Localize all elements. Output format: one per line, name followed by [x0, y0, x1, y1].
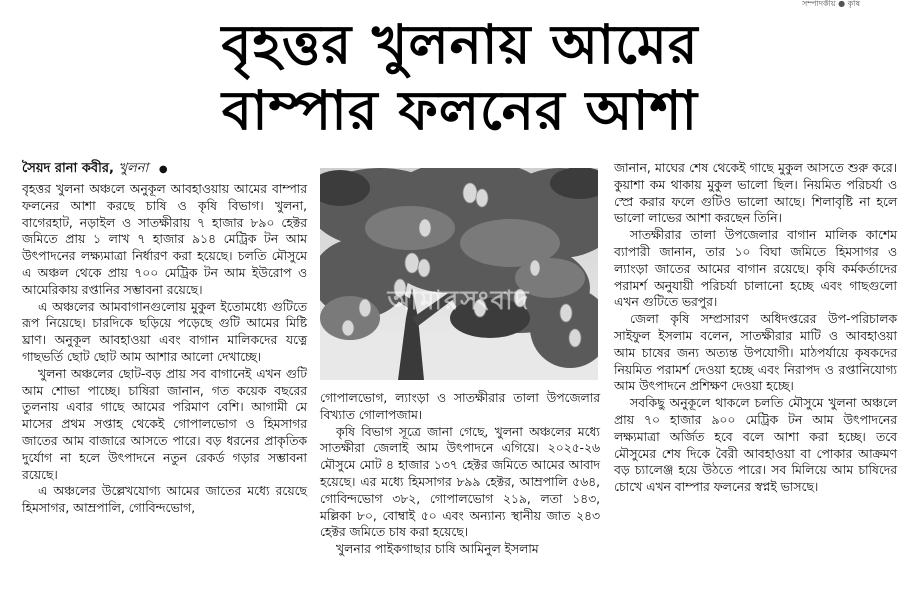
- paragraph: এ অঞ্চলের আমবাগানগুলোয় মুকুল ইতোমধ্যে গুটিতে রূপ নিয়েছে। চারদিকে ছড়িয়ে পড়েছে গুটি আমের মিষ্টি ঘ্রাণ। অনুকূল আবহাওয়া এবং বাগান মালিকদের যত্নে গাছভর্তি ছোট ছোট আম আশার আলো দেখাচ্ছে।: [22, 299, 307, 364]
- article-column-2: [320, 390, 600, 558]
- photo-watermark: আমারসংবাদ: [387, 286, 531, 316]
- paragraph: খুলনার পাইকগাছার চাষি আমিনুল ইসলাম: [336, 542, 539, 557]
- paragraph: বৃহত্তর খুলনা অঞ্চলে অনুকূল আবহাওয়ায় আমের বাম্পার ফলনের আশা করছে চাষি ও কৃষি বিভাগ। খুলনা, বাগেরহাট, নড়াইল ও সাতক্ষীরায় ৭ হাজার ৮৯০ হেক্টর জমিতে প্রায় ১ লাখ ৭ হাজার ৯১৪ মেট্রিক টন আম উৎপাদনের লক্ষ্যমাত্রা নির্ধারণ করা হয়েছে। চলতি মৌসুমে এ অঞ্চল থেকে প্রায় ৭০০ মেট্রিক টন আম ইউরোপ ও আমেরিকায় রপ্তানির সম্ভাবনা রয়েছে।: [22, 182, 307, 297]
- paragraph: গোপালভোগ, ল্যাংড়া ও সাতক্ষীরার তালা উপজেলার বিখ্যাত গোলাপজাম।: [320, 391, 600, 422]
- headline-line-2: বাম্পার ফলনের আশা: [221, 79, 699, 142]
- byline-author: সৈয়দ রানা কবীর,: [22, 161, 114, 176]
- mango-tree-photo: [320, 168, 598, 380]
- paragraph: সাতক্ষীরার তালা উপজেলার বাগান মালিক কাশেম ব্যাপারী জানান, তার ১০ বিঘা জমিতে হিমসাগর ও ল্যাংড়া জাতের আমের বাগান রয়েছে। কৃষি কর্মকর্তাদের পরামর্শ অনুযায়ী পরিচর্যা চালানো হচ্ছে এবং গাছগুলো এখন গুটিতে ভরপুর।: [614, 228, 897, 310]
- headline: [100, 12, 820, 144]
- byline-dot-icon: ●: [158, 164, 168, 175]
- paragraph: এ অঞ্চলের উল্লেখযোগ্য আমের জাতের মধ্যে রয়েছে হিমসাগর, আম্রপালি, গোবিন্দভোগ,: [22, 484, 307, 516]
- paragraph: কৃষি বিভাগ সূত্রে জানা গেছে, খুলনা অঞ্চলের মধ্যে সাতক্ষীরা জেলাই আম উৎপাদনে এগিয়ে। ২০২৫-২৬ মৌসুমে মোট ৪ হাজার ১৩৭ হেক্টর জমিতে আমের আবাদ হয়েছে। এর মধ্যে হিমসাগর ৮৯৯ হেক্টর, আম্রপালি ৫৬৪, গোবিন্দভোগ ৩৮২, গোপালভোগ ২১৯, লতা ১৪৩, মল্লিকা ৮০, বোম্বাই ৫০ এবং অন্যান্য স্থানীয় জাত ২৪৩ হেক্টর জমিতে চাষ করা হয়েছে।: [320, 424, 600, 540]
- headline-line-1: বৃহত্তর খুলনায় আমের: [221, 13, 699, 76]
- article-column-3: [614, 160, 897, 496]
- byline-location: খুলনা: [118, 161, 149, 176]
- paragraph: সবকিছু অনুকূলে থাকলে চলতি মৌসুমে খুলনা অঞ্চলে প্রায় ৭০ হাজার ৯০০ মেট্রিক টন আম উৎপাদনের লক্ষ্যমাত্রা অর্জিত হবে বলে আশা করা হচ্ছে। তবে মৌসুমের শেষ দিকে বৈরী আবহাওয়া বা পোকার আক্রমণ বড় চ্যালেঞ্জ হয়ে উঠতে পারে। সব মিলিয়ে আম চাষিদের চোখে এখন বাম্পার ফলনের স্বপ্নই ভাসছে।: [614, 396, 897, 495]
- top-strip-text: সম্পাদকীয় ● কৃষি: [801, 0, 860, 8]
- paragraph: জানান, মাঘের শেষ থেকেই গাছে মুকুল আসতে শুরু করে। কুয়াশা কম থাকায় মুকুল ভালো ছিল। নিয়মিত পরিচর্যা ও স্প্রে করার ফলে গুটিও ভালো আছে। শিলাবৃষ্টি না হলে ভালো লাভের আশা করছেন তিনি।: [614, 161, 897, 226]
- paragraph: খুলনা অঞ্চলের ছোট-বড় প্রায় সব বাগানেই এখন গুটি আম শোভা পাচ্ছে। চাষিরা জানান, গত কয়েক বছরের তুলনায় এবার গাছে আমের পরিমাণ বেশি। আগামী মে মাসের প্রথম সপ্তাহ থেকেই গোপালভোগ ও হিমসাগর জাতের আম বাজারে আসতে পারে। বড় ধরনের প্রাকৃতিক দুর্যোগ না হলে উৎপাদনে নতুন রেকর্ড গড়ার সম্ভাবনা রয়েছে।: [22, 366, 307, 482]
- paragraph: জেলা কৃষি সম্প্রসারণ অধিদপ্তরের উপ-পরিচালক সাইফুল ইসলাম বলেন, সাতক্ষীরার মাটি ও আবহাওয়া আম চাষের জন্য অত্যন্ত উপযোগী। মাঠপর্যায়ে কৃষকদের নিয়মিত পরামর্শ দেওয়া হচ্ছে এবং নিরাপদ ও রপ্তানিযোগ্য আম উৎপাদনে প্রশিক্ষণ দেওয়া হচ্ছে।: [614, 312, 897, 394]
- article-column-1: [22, 160, 307, 517]
- top-strip: [0, 0, 920, 8]
- byline: [22, 160, 307, 179]
- mango-tree-illustration: [320, 168, 598, 380]
